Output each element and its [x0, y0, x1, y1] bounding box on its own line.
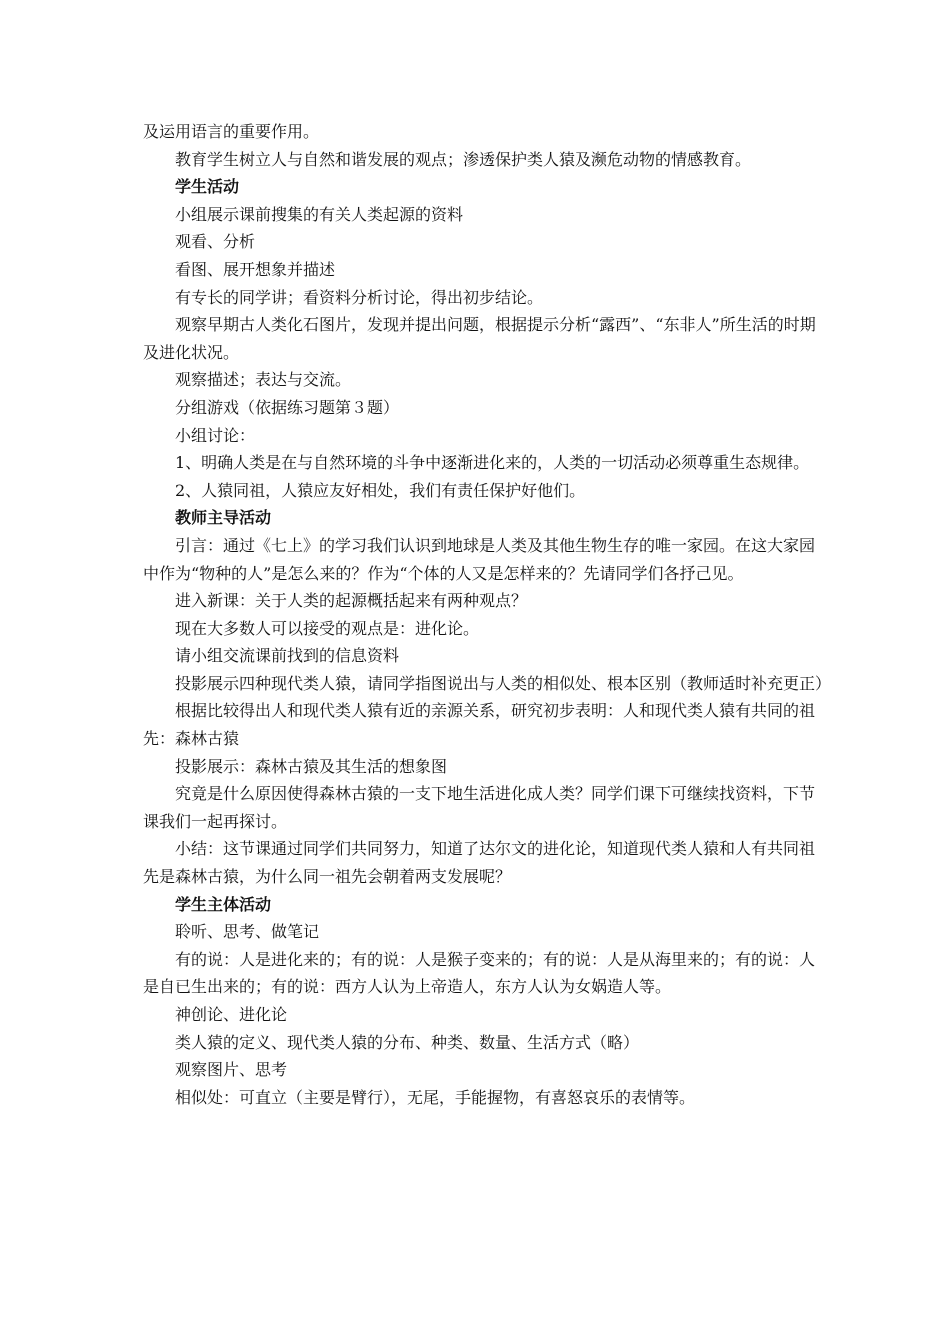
paragraph: 投影展示：森林古猿及其生活的想象图	[175, 756, 448, 776]
paragraph: 看图、展开想象并描述	[175, 259, 336, 279]
paragraph: 进入新课：关于人类的起源概括起来有两种观点？	[175, 591, 528, 611]
section-heading-teacher-activity: 教师主导活动	[175, 508, 272, 528]
document-body	[143, 118, 832, 1111]
list-item: 2、人猿同祖，人猿应友好相处，我们有责任保护好他们。	[175, 480, 586, 500]
paragraph: 投影展示四种现代类人猿，请同学指图说出与人类的相似处、根本区别（教师适时补充更正）	[175, 673, 832, 693]
paragraph: 请小组交流课前找到的信息资料	[175, 646, 400, 666]
paragraph-continuation: 及运用语言的重要作用。	[143, 122, 320, 141]
paragraph: 观看、分析	[175, 232, 256, 252]
paragraph: 聆听、思考、做笔记	[175, 922, 320, 942]
paragraph: 观察描述；表达与交流。	[175, 370, 352, 390]
paragraph: 有的说：人是进化来的；有的说：人是猴子变来的；有的说：人是从海里来的；有的说：人是自已生出来的；有的说：西方人认为上帝造人，东方人认为女娲造人等。	[143, 949, 816, 997]
list-item: 1、明确人类是在与自然环境的斗争中逐渐进化来的，人类的一切活动必须尊重生态规律。	[175, 453, 810, 473]
paragraph: 小组展示课前搜集的有关人类起源的资料	[175, 204, 464, 224]
paragraph: 现在大多数人可以接受的观点是：进化论。	[175, 618, 480, 638]
paragraph: 观察早期古人类化石图片，发现并提出问题，根据提示分析“露西”、“东非人”所生活的时期及进化状况。	[143, 315, 816, 362]
paragraph: 相似处：可直立（主要是臂行），无尾，手能握物，有喜怒哀乐的表情等。	[175, 1087, 696, 1107]
paragraph: 类人猿的定义、现代类人猿的分布、种类、数量、生活方式（略）	[175, 1032, 640, 1052]
paragraph: 有专长的同学讲；看资料分析讨论，得出初步结论。	[175, 287, 544, 307]
paragraph-education-goal: 教育学生树立人与自然和谐发展的观点；渗透保护类人猿及濒危动物的情感教育。	[175, 149, 752, 169]
paragraph: 究竟是什么原因使得森林古猿的一支下地生活进化成人类？同学们课下可继续找资料，下节课我们一起再探讨。	[143, 784, 816, 831]
section-heading-student-main-activity: 学生主体活动	[175, 894, 272, 914]
paragraph: 神创论、进化论	[175, 1005, 288, 1024]
paragraph: 分组游戏（依据练习题第３题）	[175, 397, 400, 417]
paragraph: 根据比较得出人和现代类人猿有近的亲源关系，研究初步表明：人和现代类人猿有共同的祖先：森林古猿	[143, 701, 816, 749]
paragraph: 引言：通过《七上》的学习我们认识到地球是人类及其他生物生存的唯一家园。在这大家园中作为“物种的人”是怎么来的？作为“个体的人又是怎样来的？先请同学们各抒己见。	[143, 535, 816, 583]
section-heading-student-activity: 学生活动	[175, 177, 240, 197]
paragraph: 小结：这节课通过同学们共同努力，知道了达尔文的进化论，知道现代类人猿和人有共同祖先是森林古猿，为什么同一祖先会朝着两支发展呢？	[143, 839, 816, 887]
paragraph: 观察图片、思考	[175, 1060, 288, 1080]
paragraph: 小组讨论：	[175, 425, 256, 445]
